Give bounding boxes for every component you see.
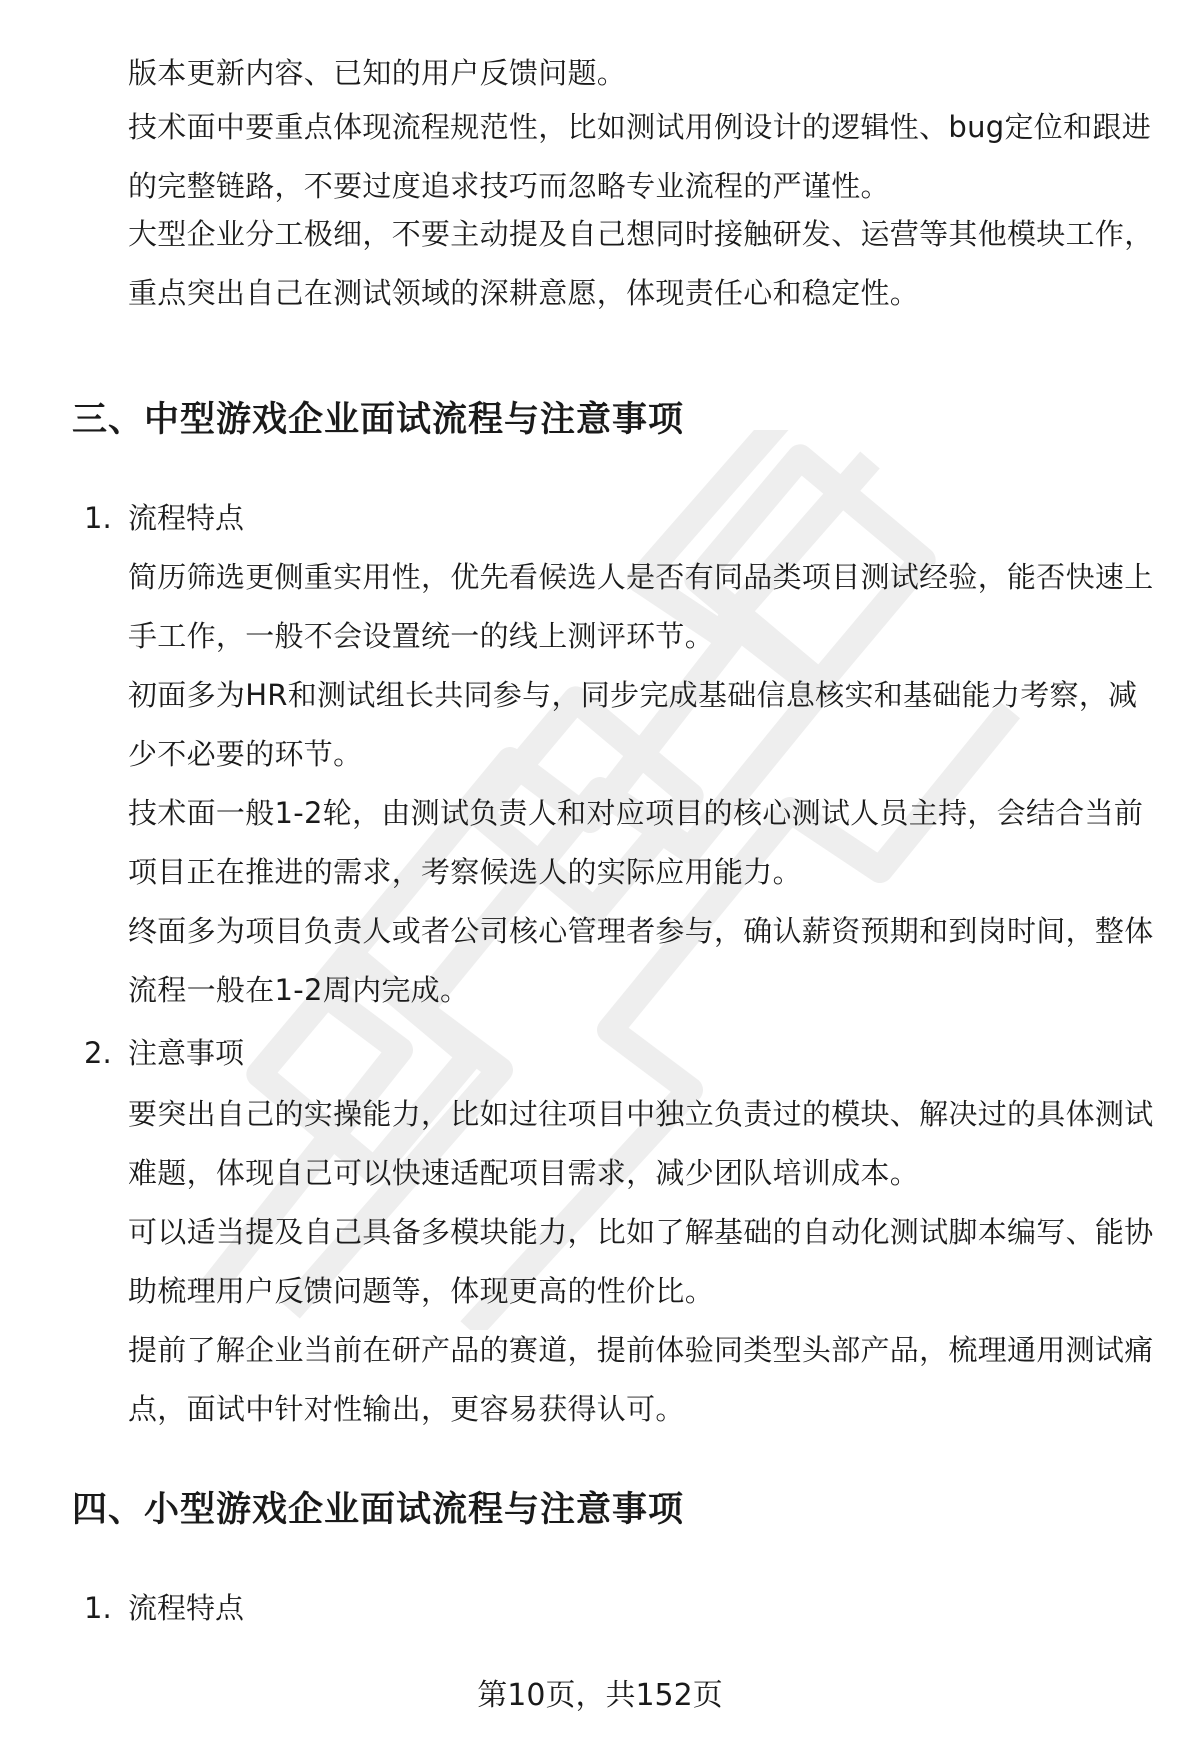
section-3-item-1-paragraph-1: 简历筛选更侧重实用性，优先看候选人是否有同品类项目测试经验，能否快速上手工作，一般不会设置统一的线上测评环节。 <box>128 560 1154 653</box>
section-3-item-2-paragraph-1: 要突出自己的实操能力，比如过往项目中独立负责过的模块、解决过的具体测试难题，体现自己可以快速适配项目需求，减少团队培训成本。 <box>128 1097 1154 1190</box>
section-3-item-1-paragraph-3: 技术面一般1-2轮，由测试负责人和对应项目的核心测试人员主持，会结合当前项目正在推进的需求，考察候选人的实际应用能力。 <box>128 796 1144 889</box>
intro-paragraph-1: 版本更新内容、已知的用户反馈问题。 <box>128 56 627 90</box>
list-number: 1. <box>84 1591 112 1625</box>
section-3-item-1-paragraph-2: 初面多为HR和测试组长共同参与，同步完成基础信息核实和基础能力考察，减少不必要的环节。 <box>128 678 1138 771</box>
section-3-item-1-paragraph-4: 终面多为项目负责人或者公司核心管理者参与，确认薪资预期和到岗时间，整体流程一般在1-2周内完成。 <box>128 914 1154 1007</box>
section-3-item-2-paragraph-3: 提前了解企业当前在研产品的赛道，提前体验同类型头部产品，梳理通用测试痛点，面试中针对性输出，更容易获得认可。 <box>128 1333 1154 1426</box>
section-4-item-1 <box>84 1588 244 1628</box>
section-4-heading: 四、小型游戏企业面试流程与注意事项 <box>72 1490 685 1530</box>
list-item-title: 流程特点 <box>128 1591 245 1625</box>
list-number: 1. <box>84 501 112 535</box>
page-number-footer: 第10页，共152页 <box>477 1678 723 1713</box>
section-3-item-2 <box>84 1033 244 1073</box>
list-item-title: 流程特点 <box>128 501 245 535</box>
section-3-heading: 三、中型游戏企业面试流程与注意事项 <box>72 400 685 440</box>
section-3-item-1 <box>84 498 244 538</box>
list-item-title: 注意事项 <box>128 1036 245 1070</box>
list-number: 2. <box>84 1036 112 1070</box>
intro-paragraph-3: 大型企业分工极细，不要主动提及自己想同时接触研发、运营等其他模块工作，重点突出自己在测试领域的深耕意愿，体现责任心和稳定性。 <box>128 217 1154 310</box>
section-3-item-2-paragraph-2: 可以适当提及自己具备多模块能力，比如了解基础的自动化测试脚本编写、能协助梳理用户反馈问题等，体现更高的性价比。 <box>128 1215 1154 1308</box>
intro-paragraph-2: 技术面中要重点体现流程规范性，比如测试用例设计的逻辑性、bug定位和跟进的完整链路，不要过度追求技巧而忽略专业流程的严谨性。 <box>128 110 1151 203</box>
